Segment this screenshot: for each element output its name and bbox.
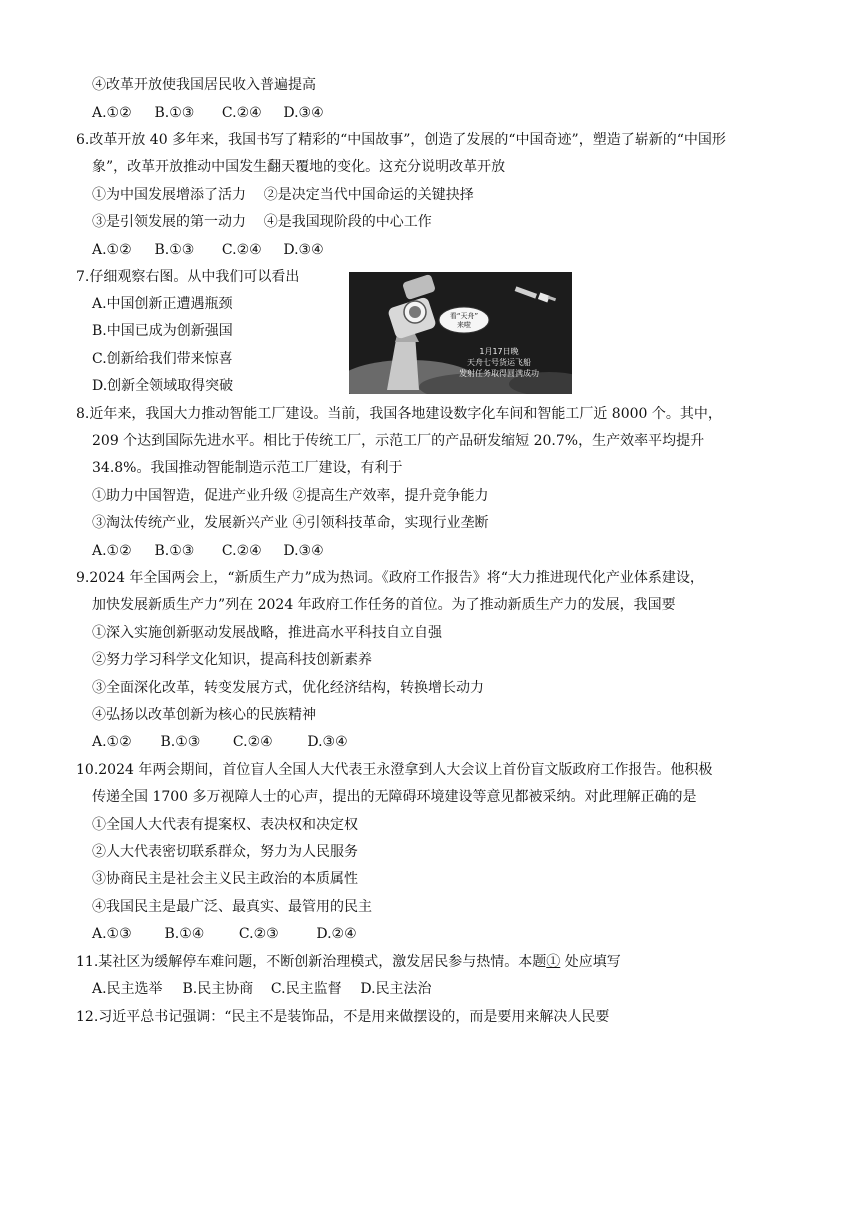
cartoon-caption-line-3: 发射任务取得圆满成功	[459, 369, 539, 378]
q12-stem: 12.习近平总书记强调：“民主不是装饰品，不是用来做摆设的，而是要用来解决人民要	[76, 1009, 610, 1025]
q8-option-b: B.①③	[154, 543, 195, 559]
q11-stem-prefix: 11.某社区为缓解停车难问题，不断创新治理模式，激发居民参与热情。本题	[76, 954, 547, 970]
q5-option-b: B.①③	[154, 105, 195, 121]
q9-option-c: C.②④	[232, 734, 273, 750]
q6-option-a: A.①②	[92, 242, 132, 258]
q8-items-line-2: ③淘汰传统产业，发展新兴产业 ④引领科技革命，实现行业垄断	[92, 515, 489, 531]
q5-option-a: A.①②	[92, 105, 132, 121]
q10-item-1: ①全国人大代表有提案权、表决权和决定权	[92, 817, 358, 833]
q9-item-1: ①深入实施创新驱动发展战略，推进高水平科技自立自强	[92, 625, 442, 641]
q6-option-c: C.②④	[221, 242, 262, 258]
q8-option-c: C.②④	[221, 543, 262, 559]
q10-item-3: ③协商民主是社会主义民主政治的本质属性	[92, 871, 358, 887]
q6-option-d: D.③④	[283, 242, 324, 258]
q6-options	[92, 240, 324, 260]
q11-stem	[76, 952, 621, 972]
q8-option-a: A.①②	[92, 543, 132, 559]
q9-item-3: ③全面深化改革，转变发展方式，优化经济结构，转换增长动力	[92, 680, 484, 696]
q6-items-line-2: ③是引领发展的第一动力 ④是我国现阶段的中心工作	[92, 214, 432, 230]
q8-stem-line-2: 209 个达到国际先进水平。相比于传统工厂，示范工厂的产品研发缩短 20.7%，生产效率平均提升	[92, 433, 705, 449]
q10-option-d: D.②④	[316, 926, 357, 942]
rocket-cartoon-drawing	[349, 272, 572, 394]
q10-item-4: ④我国民主是最广泛、最真实、最管用的民主	[92, 899, 372, 915]
q11-option-c: C.民主监督	[270, 981, 342, 997]
q10-option-c: C.②③	[238, 926, 279, 942]
q9-item-4: ④弘扬以改革创新为核心的民族精神	[92, 707, 316, 723]
q9-option-b: B.①③	[160, 734, 201, 750]
q7-option-a: A.中国创新正遭遇瓶颈	[92, 296, 233, 312]
q9-item-2: ②努力学习科学文化知识，提高科技创新素养	[92, 652, 372, 668]
q10-stem-line-1: 10.2024 年两会期间，首位盲人全国人大代表王永澄拿到人大会议上首份盲文版政府工作报告。他积极	[76, 762, 713, 778]
q11-stem-suffix: 处应填写	[560, 954, 621, 970]
q11-option-b: B.民主协商	[182, 981, 254, 997]
bubble-text-line-1: 看“天舟”	[449, 312, 479, 320]
q7-option-b: B.中国已成为创新强国	[92, 323, 233, 339]
q11-blank-marker: ①	[546, 954, 561, 970]
q5-option-d: D.③④	[283, 105, 324, 121]
q10-option-a: A.①③	[92, 926, 132, 942]
q11-options	[92, 979, 432, 999]
q5-option-c: C.②④	[221, 105, 262, 121]
bubble-text-line-2: 来啦	[457, 321, 471, 329]
q8-items-line-1: ①助力中国智造，促进产业升级 ②提高生产效率，提升竞争能力	[92, 488, 489, 504]
speech-bubble	[439, 307, 489, 333]
q10-option-b: B.①④	[164, 926, 205, 942]
q10-options	[92, 924, 357, 944]
q9-options	[92, 732, 348, 752]
q6-option-b: B.①③	[154, 242, 195, 258]
q6-stem-line-1: 6.改革开放 40 多年来，我国书写了精彩的“中国故事”，创造了发展的“中国奇迹”，塑造了崭新的“中国形	[76, 132, 726, 148]
q10-stem-line-2: 传递全国 1700 多万视障人士的心声，提出的无障碍环境建设等意见都被采纳。对此理解正确的是	[92, 789, 697, 805]
q8-option-d: D.③④	[283, 543, 324, 559]
q11-option-a: A.民主选举	[92, 981, 163, 997]
q8-stem-line-3: 34.8%。我国推动智能制造示范工厂建设，有利于	[92, 460, 403, 476]
q9-option-d: D.③④	[307, 734, 348, 750]
q8-options	[92, 541, 324, 561]
q9-option-a: A.①②	[92, 734, 132, 750]
q7-option-d: D.创新全领域取得突破	[92, 378, 234, 394]
q6-stem-line-2: 象”，改革开放推动中国发生翻天覆地的变化。这充分说明改革开放	[92, 159, 506, 175]
q7-option-c: C.创新给我们带来惊喜	[92, 351, 233, 367]
cartoon-caption-line-1: 1月17日晚	[479, 347, 519, 356]
q8-stem-line-1: 8.近年来，我国大力推动智能工厂建设。当前，我国各地建设数字化车间和智能工厂近 8000 个。其中，	[76, 406, 722, 422]
q9-stem-line-1: 9.2024 年全国两会上，“新质生产力”成为热词。《政府工作报告》将“大力推进现代化产业体系建设，	[76, 570, 704, 586]
cartoon-caption-line-2: 天舟七号货运飞船	[467, 358, 531, 367]
q7-stem: 7.仔细观察右图。从中我们可以看出	[76, 269, 300, 285]
q11-option-d: D.民主法治	[360, 981, 432, 997]
q10-item-2: ②人大代表密切联系群众，努力为人民服务	[92, 844, 358, 860]
q5-item-4: ④改革开放使我国居民收入普遍提高	[92, 77, 316, 93]
q6-items-line-1: ①为中国发展增添了活力 ②是决定当代中国命运的关键抉择	[92, 187, 474, 203]
q9-stem-line-2: 加快发展新质生产力”列在 2024 年政府工作任务的首位。为了推动新质生产力的发展，我国要	[92, 597, 676, 613]
q5-options	[92, 103, 324, 123]
rocket-launch-cartoon	[349, 272, 572, 394]
